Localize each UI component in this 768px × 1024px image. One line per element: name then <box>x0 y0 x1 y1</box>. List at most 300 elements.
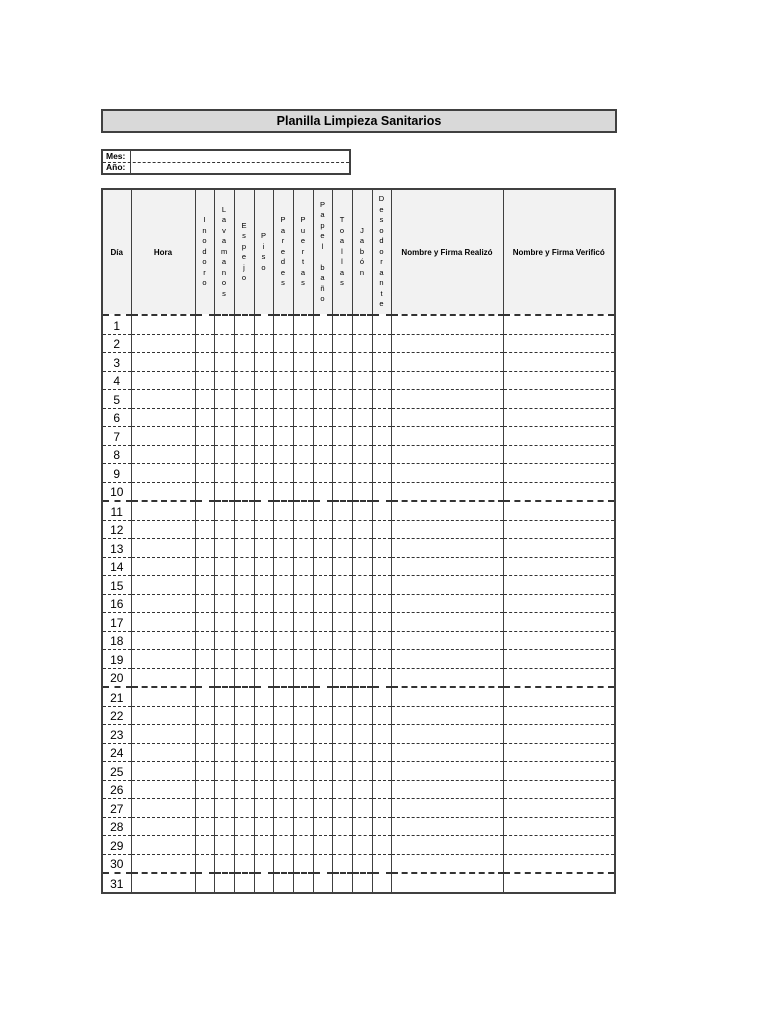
cell-espejo[interactable] <box>234 799 254 818</box>
cell-nombre-verifico[interactable] <box>503 613 615 632</box>
cell-desodorante[interactable] <box>372 743 391 762</box>
cell-espejo[interactable] <box>234 427 254 446</box>
cell-espejo[interactable] <box>234 725 254 744</box>
cell-toallas[interactable] <box>332 501 352 520</box>
cell-inodoro[interactable] <box>195 687 214 706</box>
cell-nombre-realizo[interactable] <box>391 353 503 372</box>
cell-inodoro[interactable] <box>195 482 214 501</box>
cell-hora[interactable] <box>131 539 195 558</box>
cell-inodoro[interactable] <box>195 799 214 818</box>
cell-espejo[interactable] <box>234 594 254 613</box>
cell-paredes[interactable] <box>273 668 293 687</box>
cell-toallas[interactable] <box>332 408 352 427</box>
cell-jabon[interactable] <box>352 408 372 427</box>
cell-nombre-realizo[interactable] <box>391 594 503 613</box>
cell-papel-bano[interactable] <box>313 371 332 390</box>
cell-inodoro[interactable] <box>195 836 214 855</box>
cell-nombre-verifico[interactable] <box>503 668 615 687</box>
cell-lavamanos[interactable] <box>214 576 234 595</box>
cell-papel-bano[interactable] <box>313 408 332 427</box>
cell-piso[interactable] <box>254 594 273 613</box>
cell-desodorante[interactable] <box>372 353 391 372</box>
cell-nombre-verifico[interactable] <box>503 836 615 855</box>
cell-toallas[interactable] <box>332 557 352 576</box>
cell-hora[interactable] <box>131 725 195 744</box>
cell-piso[interactable] <box>254 817 273 836</box>
cell-nombre-realizo[interactable] <box>391 706 503 725</box>
cell-jabon[interactable] <box>352 725 372 744</box>
cell-inodoro[interactable] <box>195 631 214 650</box>
cell-lavamanos[interactable] <box>214 427 234 446</box>
cell-lavamanos[interactable] <box>214 613 234 632</box>
cell-espejo[interactable] <box>234 445 254 464</box>
cell-jabon[interactable] <box>352 817 372 836</box>
cell-piso[interactable] <box>254 371 273 390</box>
cell-lavamanos[interactable] <box>214 854 234 873</box>
cell-hora[interactable] <box>131 762 195 781</box>
cell-lavamanos[interactable] <box>214 725 234 744</box>
cell-espejo[interactable] <box>234 576 254 595</box>
cell-hora[interactable] <box>131 613 195 632</box>
cell-papel-bano[interactable] <box>313 501 332 520</box>
cell-lavamanos[interactable] <box>214 353 234 372</box>
cell-piso[interactable] <box>254 576 273 595</box>
cell-lavamanos[interactable] <box>214 371 234 390</box>
cell-desodorante[interactable] <box>372 445 391 464</box>
cell-inodoro[interactable] <box>195 576 214 595</box>
cell-jabon[interactable] <box>352 631 372 650</box>
cell-toallas[interactable] <box>332 873 352 893</box>
cell-jabon[interactable] <box>352 390 372 409</box>
cell-piso[interactable] <box>254 613 273 632</box>
cell-inodoro[interactable] <box>195 501 214 520</box>
cell-nombre-verifico[interactable] <box>503 780 615 799</box>
cell-nombre-verifico[interactable] <box>503 706 615 725</box>
cell-paredes[interactable] <box>273 631 293 650</box>
cell-hora[interactable] <box>131 743 195 762</box>
cell-lavamanos[interactable] <box>214 668 234 687</box>
cell-hora[interactable] <box>131 706 195 725</box>
cell-piso[interactable] <box>254 706 273 725</box>
cell-espejo[interactable] <box>234 762 254 781</box>
cell-nombre-realizo[interactable] <box>391 854 503 873</box>
cell-hora[interactable] <box>131 464 195 483</box>
cell-jabon[interactable] <box>352 780 372 799</box>
cell-lavamanos[interactable] <box>214 817 234 836</box>
cell-papel-bano[interactable] <box>313 594 332 613</box>
cell-desodorante[interactable] <box>372 520 391 539</box>
cell-espejo[interactable] <box>234 650 254 669</box>
cell-puertas[interactable] <box>293 631 313 650</box>
cell-nombre-realizo[interactable] <box>391 464 503 483</box>
cell-nombre-realizo[interactable] <box>391 501 503 520</box>
cell-piso[interactable] <box>254 427 273 446</box>
cell-piso[interactable] <box>254 631 273 650</box>
cell-jabon[interactable] <box>352 576 372 595</box>
cell-nombre-realizo[interactable] <box>391 520 503 539</box>
cell-jabon[interactable] <box>352 501 372 520</box>
cell-nombre-verifico[interactable] <box>503 408 615 427</box>
cell-puertas[interactable] <box>293 315 313 334</box>
cell-puertas[interactable] <box>293 613 313 632</box>
cell-lavamanos[interactable] <box>214 799 234 818</box>
cell-espejo[interactable] <box>234 817 254 836</box>
cell-desodorante[interactable] <box>372 371 391 390</box>
cell-puertas[interactable] <box>293 743 313 762</box>
cell-jabon[interactable] <box>352 613 372 632</box>
cell-papel-bano[interactable] <box>313 873 332 893</box>
cell-lavamanos[interactable] <box>214 390 234 409</box>
cell-lavamanos[interactable] <box>214 315 234 334</box>
cell-hora[interactable] <box>131 799 195 818</box>
cell-lavamanos[interactable] <box>214 408 234 427</box>
cell-toallas[interactable] <box>332 482 352 501</box>
cell-lavamanos[interactable] <box>214 539 234 558</box>
cell-desodorante[interactable] <box>372 668 391 687</box>
cell-lavamanos[interactable] <box>214 631 234 650</box>
cell-espejo[interactable] <box>234 371 254 390</box>
cell-papel-bano[interactable] <box>313 334 332 353</box>
cell-paredes[interactable] <box>273 557 293 576</box>
cell-inodoro[interactable] <box>195 725 214 744</box>
cell-desodorante[interactable] <box>372 854 391 873</box>
cell-piso[interactable] <box>254 334 273 353</box>
cell-desodorante[interactable] <box>372 631 391 650</box>
cell-desodorante[interactable] <box>372 576 391 595</box>
cell-paredes[interactable] <box>273 799 293 818</box>
cell-inodoro[interactable] <box>195 650 214 669</box>
cell-papel-bano[interactable] <box>313 725 332 744</box>
cell-nombre-realizo[interactable] <box>391 687 503 706</box>
cell-jabon[interactable] <box>352 854 372 873</box>
cell-toallas[interactable] <box>332 817 352 836</box>
cell-desodorante[interactable] <box>372 650 391 669</box>
cell-inodoro[interactable] <box>195 315 214 334</box>
cell-paredes[interactable] <box>273 408 293 427</box>
cell-puertas[interactable] <box>293 539 313 558</box>
cell-toallas[interactable] <box>332 650 352 669</box>
cell-puertas[interactable] <box>293 687 313 706</box>
cell-espejo[interactable] <box>234 836 254 855</box>
cell-paredes[interactable] <box>273 427 293 446</box>
cell-desodorante[interactable] <box>372 687 391 706</box>
cell-nombre-realizo[interactable] <box>391 780 503 799</box>
cell-nombre-realizo[interactable] <box>391 408 503 427</box>
cell-piso[interactable] <box>254 836 273 855</box>
cell-paredes[interactable] <box>273 501 293 520</box>
cell-desodorante[interactable] <box>372 613 391 632</box>
cell-puertas[interactable] <box>293 817 313 836</box>
cell-hora[interactable] <box>131 576 195 595</box>
cell-toallas[interactable] <box>332 315 352 334</box>
cell-nombre-realizo[interactable] <box>391 817 503 836</box>
cell-lavamanos[interactable] <box>214 557 234 576</box>
cell-papel-bano[interactable] <box>313 780 332 799</box>
cell-espejo[interactable] <box>234 353 254 372</box>
cell-toallas[interactable] <box>332 539 352 558</box>
cell-papel-bano[interactable] <box>313 762 332 781</box>
cell-paredes[interactable] <box>273 650 293 669</box>
cell-inodoro[interactable] <box>195 780 214 799</box>
cell-nombre-realizo[interactable] <box>391 799 503 818</box>
cell-jabon[interactable] <box>352 706 372 725</box>
cell-inodoro[interactable] <box>195 464 214 483</box>
cell-hora[interactable] <box>131 520 195 539</box>
cell-nombre-verifico[interactable] <box>503 743 615 762</box>
cell-papel-bano[interactable] <box>313 445 332 464</box>
cell-nombre-realizo[interactable] <box>391 743 503 762</box>
cell-piso[interactable] <box>254 762 273 781</box>
cell-puertas[interactable] <box>293 576 313 595</box>
cell-lavamanos[interactable] <box>214 334 234 353</box>
cell-puertas[interactable] <box>293 334 313 353</box>
cell-hora[interactable] <box>131 650 195 669</box>
cell-paredes[interactable] <box>273 576 293 595</box>
cell-nombre-verifico[interactable] <box>503 501 615 520</box>
cell-hora[interactable] <box>131 334 195 353</box>
cell-desodorante[interactable] <box>372 390 391 409</box>
cell-hora[interactable] <box>131 557 195 576</box>
cell-inodoro[interactable] <box>195 594 214 613</box>
cell-lavamanos[interactable] <box>214 873 234 893</box>
cell-paredes[interactable] <box>273 706 293 725</box>
cell-inodoro[interactable] <box>195 445 214 464</box>
cell-espejo[interactable] <box>234 613 254 632</box>
cell-nombre-realizo[interactable] <box>391 576 503 595</box>
cell-inodoro[interactable] <box>195 743 214 762</box>
cell-nombre-verifico[interactable] <box>503 445 615 464</box>
cell-inodoro[interactable] <box>195 668 214 687</box>
cell-jabon[interactable] <box>352 445 372 464</box>
cell-nombre-verifico[interactable] <box>503 539 615 558</box>
cell-piso[interactable] <box>254 650 273 669</box>
cell-jabon[interactable] <box>352 482 372 501</box>
cell-lavamanos[interactable] <box>214 687 234 706</box>
cell-papel-bano[interactable] <box>313 464 332 483</box>
cell-puertas[interactable] <box>293 873 313 893</box>
cell-espejo[interactable] <box>234 520 254 539</box>
cell-papel-bano[interactable] <box>313 650 332 669</box>
cell-toallas[interactable] <box>332 631 352 650</box>
cell-piso[interactable] <box>254 539 273 558</box>
cell-papel-bano[interactable] <box>313 854 332 873</box>
cell-hora[interactable] <box>131 482 195 501</box>
cell-papel-bano[interactable] <box>313 631 332 650</box>
cell-jabon[interactable] <box>352 668 372 687</box>
cell-desodorante[interactable] <box>372 557 391 576</box>
cell-nombre-verifico[interactable] <box>503 353 615 372</box>
cell-hora[interactable] <box>131 315 195 334</box>
cell-puertas[interactable] <box>293 799 313 818</box>
cell-hora[interactable] <box>131 390 195 409</box>
cell-nombre-verifico[interactable] <box>503 482 615 501</box>
cell-inodoro[interactable] <box>195 408 214 427</box>
cell-paredes[interactable] <box>273 482 293 501</box>
cell-piso[interactable] <box>254 668 273 687</box>
cell-nombre-verifico[interactable] <box>503 576 615 595</box>
cell-hora[interactable] <box>131 501 195 520</box>
cell-puertas[interactable] <box>293 353 313 372</box>
cell-puertas[interactable] <box>293 854 313 873</box>
cell-inodoro[interactable] <box>195 762 214 781</box>
cell-puertas[interactable] <box>293 762 313 781</box>
cell-lavamanos[interactable] <box>214 445 234 464</box>
cell-piso[interactable] <box>254 408 273 427</box>
cell-inodoro[interactable] <box>195 706 214 725</box>
cell-lavamanos[interactable] <box>214 706 234 725</box>
cell-jabon[interactable] <box>352 520 372 539</box>
cell-puertas[interactable] <box>293 482 313 501</box>
cell-desodorante[interactable] <box>372 836 391 855</box>
cell-paredes[interactable] <box>273 371 293 390</box>
cell-nombre-realizo[interactable] <box>391 613 503 632</box>
cell-desodorante[interactable] <box>372 539 391 558</box>
cell-inodoro[interactable] <box>195 539 214 558</box>
cell-desodorante[interactable] <box>372 762 391 781</box>
cell-espejo[interactable] <box>234 854 254 873</box>
cell-desodorante[interactable] <box>372 780 391 799</box>
cell-nombre-realizo[interactable] <box>391 445 503 464</box>
cell-hora[interactable] <box>131 687 195 706</box>
cell-desodorante[interactable] <box>372 334 391 353</box>
cell-hora[interactable] <box>131 668 195 687</box>
cell-inodoro[interactable] <box>195 390 214 409</box>
cell-inodoro[interactable] <box>195 873 214 893</box>
cell-nombre-verifico[interactable] <box>503 390 615 409</box>
cell-jabon[interactable] <box>352 315 372 334</box>
cell-piso[interactable] <box>254 464 273 483</box>
cell-lavamanos[interactable] <box>214 520 234 539</box>
cell-piso[interactable] <box>254 482 273 501</box>
cell-espejo[interactable] <box>234 539 254 558</box>
cell-nombre-verifico[interactable] <box>503 520 615 539</box>
cell-nombre-realizo[interactable] <box>391 650 503 669</box>
cell-puertas[interactable] <box>293 408 313 427</box>
cell-nombre-realizo[interactable] <box>391 371 503 390</box>
cell-jabon[interactable] <box>352 464 372 483</box>
cell-papel-bano[interactable] <box>313 743 332 762</box>
cell-piso[interactable] <box>254 799 273 818</box>
cell-piso[interactable] <box>254 353 273 372</box>
cell-espejo[interactable] <box>234 668 254 687</box>
cell-paredes[interactable] <box>273 854 293 873</box>
cell-nombre-verifico[interactable] <box>503 650 615 669</box>
cell-jabon[interactable] <box>352 687 372 706</box>
cell-lavamanos[interactable] <box>214 501 234 520</box>
cell-nombre-verifico[interactable] <box>503 873 615 893</box>
cell-puertas[interactable] <box>293 650 313 669</box>
cell-jabon[interactable] <box>352 353 372 372</box>
cell-paredes[interactable] <box>273 762 293 781</box>
cell-nombre-verifico[interactable] <box>503 594 615 613</box>
cell-puertas[interactable] <box>293 557 313 576</box>
cell-lavamanos[interactable] <box>214 836 234 855</box>
cell-jabon[interactable] <box>352 427 372 446</box>
cell-lavamanos[interactable] <box>214 780 234 799</box>
cell-espejo[interactable] <box>234 315 254 334</box>
cell-toallas[interactable] <box>332 836 352 855</box>
cell-inodoro[interactable] <box>195 334 214 353</box>
cell-nombre-realizo[interactable] <box>391 390 503 409</box>
cell-desodorante[interactable] <box>372 873 391 893</box>
cell-toallas[interactable] <box>332 706 352 725</box>
cell-piso[interactable] <box>254 725 273 744</box>
cell-puertas[interactable] <box>293 520 313 539</box>
cell-puertas[interactable] <box>293 836 313 855</box>
cell-toallas[interactable] <box>332 668 352 687</box>
cell-nombre-realizo[interactable] <box>391 873 503 893</box>
cell-espejo[interactable] <box>234 408 254 427</box>
cell-nombre-verifico[interactable] <box>503 464 615 483</box>
cell-desodorante[interactable] <box>372 594 391 613</box>
cell-desodorante[interactable] <box>372 725 391 744</box>
cell-jabon[interactable] <box>352 594 372 613</box>
cell-paredes[interactable] <box>273 836 293 855</box>
cell-puertas[interactable] <box>293 427 313 446</box>
cell-inodoro[interactable] <box>195 557 214 576</box>
cell-toallas[interactable] <box>332 725 352 744</box>
cell-hora[interactable] <box>131 594 195 613</box>
cell-jabon[interactable] <box>352 873 372 893</box>
cell-inodoro[interactable] <box>195 427 214 446</box>
cell-paredes[interactable] <box>273 334 293 353</box>
cell-hora[interactable] <box>131 445 195 464</box>
cell-nombre-realizo[interactable] <box>391 539 503 558</box>
cell-espejo[interactable] <box>234 743 254 762</box>
cell-paredes[interactable] <box>273 353 293 372</box>
cell-espejo[interactable] <box>234 501 254 520</box>
cell-toallas[interactable] <box>332 762 352 781</box>
cell-piso[interactable] <box>254 687 273 706</box>
cell-puertas[interactable] <box>293 501 313 520</box>
cell-espejo[interactable] <box>234 482 254 501</box>
cell-desodorante[interactable] <box>372 427 391 446</box>
cell-piso[interactable] <box>254 873 273 893</box>
cell-nombre-realizo[interactable] <box>391 725 503 744</box>
cell-hora[interactable] <box>131 631 195 650</box>
year-row[interactable] <box>103 162 349 173</box>
cell-papel-bano[interactable] <box>313 520 332 539</box>
cell-paredes[interactable] <box>273 743 293 762</box>
cell-paredes[interactable] <box>273 817 293 836</box>
cell-nombre-verifico[interactable] <box>503 762 615 781</box>
cell-toallas[interactable] <box>332 390 352 409</box>
cell-desodorante[interactable] <box>372 408 391 427</box>
cell-puertas[interactable] <box>293 464 313 483</box>
cell-papel-bano[interactable] <box>313 427 332 446</box>
cell-inodoro[interactable] <box>195 520 214 539</box>
cell-papel-bano[interactable] <box>313 482 332 501</box>
cell-papel-bano[interactable] <box>313 613 332 632</box>
cell-hora[interactable] <box>131 371 195 390</box>
cell-nombre-realizo[interactable] <box>391 315 503 334</box>
cell-espejo[interactable] <box>234 687 254 706</box>
cell-puertas[interactable] <box>293 668 313 687</box>
cell-nombre-verifico[interactable] <box>503 631 615 650</box>
cell-hora[interactable] <box>131 873 195 893</box>
cell-puertas[interactable] <box>293 371 313 390</box>
cell-nombre-realizo[interactable] <box>391 334 503 353</box>
cell-nombre-verifico[interactable] <box>503 315 615 334</box>
cell-lavamanos[interactable] <box>214 762 234 781</box>
cell-jabon[interactable] <box>352 743 372 762</box>
cell-espejo[interactable] <box>234 706 254 725</box>
cell-papel-bano[interactable] <box>313 799 332 818</box>
cell-desodorante[interactable] <box>372 482 391 501</box>
cell-piso[interactable] <box>254 315 273 334</box>
cell-paredes[interactable] <box>273 873 293 893</box>
cell-nombre-realizo[interactable] <box>391 557 503 576</box>
